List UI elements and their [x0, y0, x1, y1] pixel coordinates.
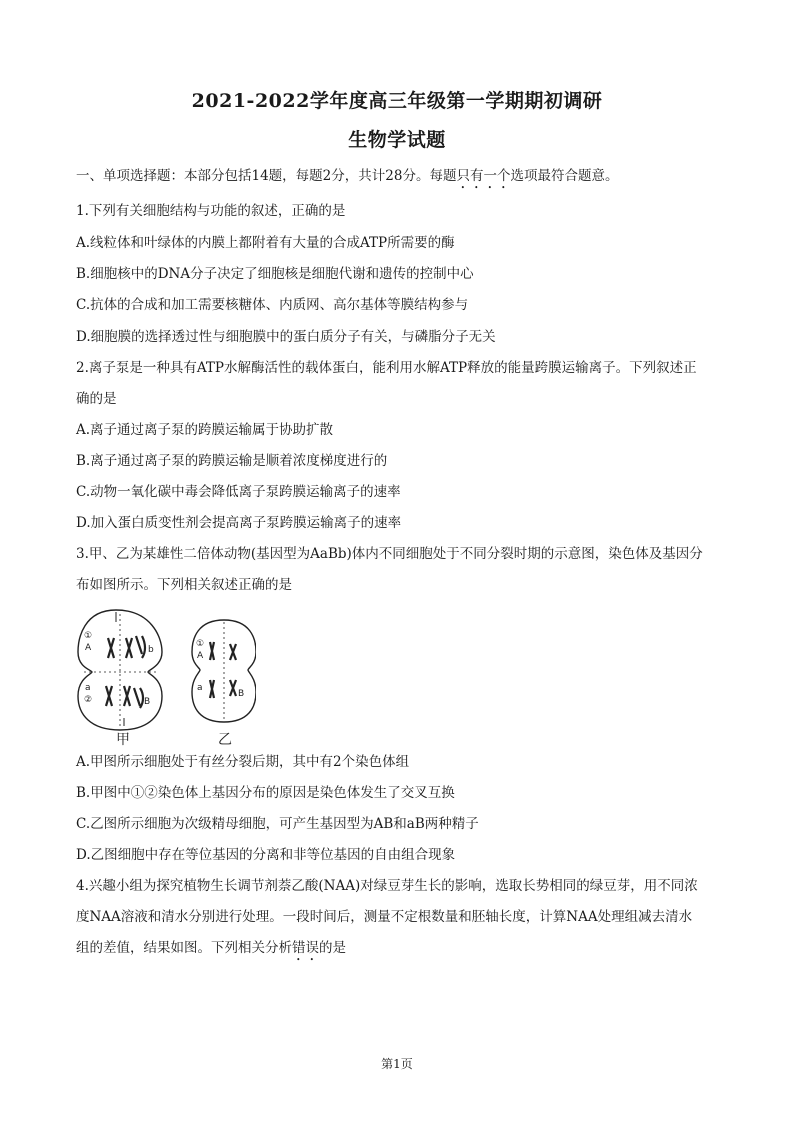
q4-stem-line2: 度NAA溶液和清水分别进行处理。一段时间后，测量不定根数量和胚轴长度，计算NAA处理组减去清水	[76, 909, 693, 925]
mark-right-1: ①	[196, 639, 205, 649]
figure-label-yi: 乙	[218, 732, 232, 746]
q2-option-d: D.加入蛋白质变性剂会提高离子泵跨膜运输离子的速率	[76, 515, 402, 531]
q2-option-c: C.动物一氧化碳中毒会降低离子泵跨膜运输离子的速率	[76, 484, 401, 500]
q3-stem-line2: 布如图所示。下列相关叙述正确的是	[76, 577, 292, 593]
q1-option-b: B.细胞核中的DNA分子决定了细胞核是细胞代谢和遗传的控制中心	[76, 266, 474, 282]
mark-left-6: B	[144, 697, 151, 707]
q3-option-b: B.甲图中①②染色体上基因分布的原因是染色体发生了交叉互换	[76, 785, 455, 801]
q1-stem: 1.下列有关细胞结构与功能的叙述，正确的是	[76, 203, 346, 219]
q2-option-b: B.离子通过离子泵的跨膜运输是顺着浓度梯度进行的	[76, 453, 388, 469]
page-number: 第1页	[381, 1057, 413, 1071]
q3-stem-line1: 3.甲、乙为某雄性二倍体动物(基因型为AaBb)体内不同细胞处于不同分裂时期的示意图，染色体及基因分	[76, 546, 703, 562]
exam-subtitle: 生物学试题	[348, 129, 446, 151]
exam-title: 2021-2022学年度高三年级第一学期期初调研	[191, 90, 603, 112]
q2-option-a: A.离子通过离子泵的跨膜运输属于协助扩散	[76, 422, 334, 438]
mark-left-2: A	[85, 643, 92, 653]
mark-right-2: A	[197, 651, 204, 661]
cell-division-figure	[76, 608, 256, 746]
q3-option-a: A.甲图所示细胞处于有丝分裂后期，其中有2个染色体组	[76, 754, 410, 770]
q1-option-a: A.线粒体和叶绿体的内膜上都附着有大量的合成ATP所需要的酶	[76, 235, 455, 251]
cell-yi	[192, 620, 256, 722]
section-instruction: 一、单项选择题：本部分包括14题，每题2分，共计28分。每题只有一个选项最符合题意。	[76, 168, 619, 184]
mark-left-3: b	[148, 645, 154, 655]
q4-stem-line3: 组的差值，结果如图。下列相关分析错误的是	[76, 940, 346, 956]
mark-right-4: B	[238, 689, 245, 699]
cell-jia	[78, 610, 162, 730]
mark-left-5: ②	[84, 695, 93, 705]
emphasis-text: 错误	[292, 940, 319, 956]
q2-stem-line1: 2.离子泵是一种具有ATP水解酶活性的载体蛋白，能利用水解ATP释放的能量跨膜运输离子。下列叙述正	[76, 360, 697, 376]
q1-option-d: D.细胞膜的选择透过性与细胞膜中的蛋白质分子有关，与磷脂分子无关	[76, 329, 496, 345]
q4-stem-line1: 4.兴趣小组为探究植物生长调节剂萘乙酸(NAA)对绿豆芽生长的影响，选取长势相同的绿豆芽，用不同浓	[76, 878, 698, 894]
q3-option-c: C.乙图所示细胞为次级精母细胞，可产生基因型为AB和aB两种精子	[76, 816, 479, 832]
emphasis-text: 只有一个	[456, 168, 511, 184]
q1-option-c: C.抗体的合成和加工需要核糖体、内质网、高尔基体等膜结构参与	[76, 297, 469, 313]
mark-left-4: a	[85, 683, 91, 693]
q2-stem-line2: 确的是	[76, 391, 117, 407]
figure-label-jia: 甲	[116, 732, 130, 746]
mark-right-3: a	[197, 683, 203, 693]
mark-left-1: ①	[84, 631, 93, 641]
q3-option-d: D.乙图细胞中存在等位基因的分离和非等位基因的自由组合现象	[76, 847, 456, 863]
